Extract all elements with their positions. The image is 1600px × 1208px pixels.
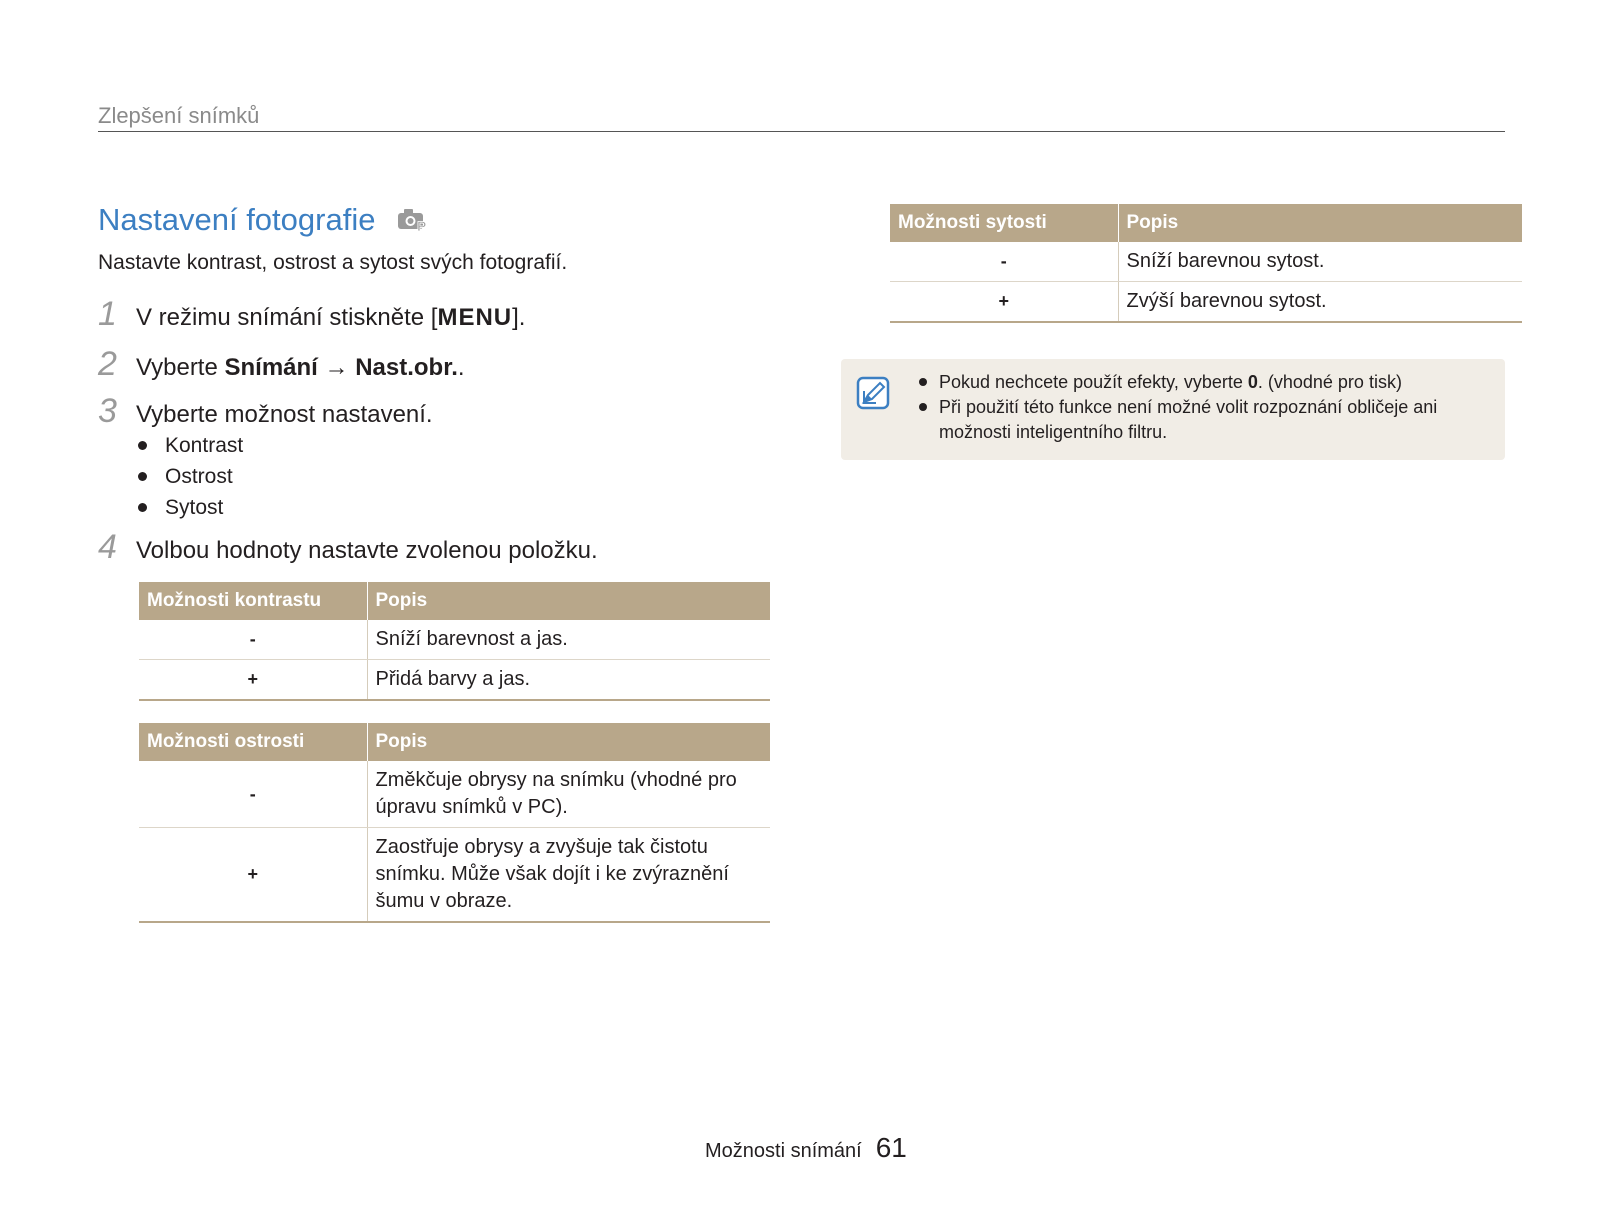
note-item bbox=[919, 395, 1479, 445]
step-number: 1 bbox=[98, 295, 117, 333]
step-text-suffix: ]. bbox=[512, 304, 526, 331]
table-cell-description: Sníží barevnost a jas. bbox=[367, 620, 770, 660]
contrast-table bbox=[139, 582, 770, 701]
step-number: 4 bbox=[98, 528, 117, 566]
step-number: 2 bbox=[98, 345, 117, 383]
step-1 bbox=[98, 295, 525, 334]
note-value: 0 bbox=[1247, 372, 1258, 392]
bullet-icon bbox=[138, 472, 147, 481]
table-header-cell: Možnosti ostrosti bbox=[139, 723, 367, 761]
bullet-icon bbox=[138, 503, 147, 512]
step-3 bbox=[98, 392, 433, 431]
menu-key-label: MENU bbox=[437, 304, 513, 331]
table-header-cell: Popis bbox=[367, 723, 770, 761]
options-list bbox=[138, 430, 243, 523]
table-cell-option: - bbox=[890, 242, 1118, 282]
section-title bbox=[98, 202, 431, 238]
list-item bbox=[138, 430, 243, 461]
header-title: Zlepšení snímků bbox=[98, 103, 260, 128]
menu-path-arrow: → bbox=[317, 354, 356, 381]
section-title-text: Nastavení fotografie bbox=[98, 202, 376, 237]
step-text: Volbou hodnoty nastavte zvolenou položku. bbox=[136, 537, 598, 564]
bullet-icon bbox=[138, 441, 147, 450]
table-header-cell: Popis bbox=[367, 582, 770, 620]
table-cell-description: Změkčuje obrysy na snímku (vhodné pro úpravu snímků v PC). bbox=[367, 761, 770, 828]
table-cell-description: Zaostřuje obrysy a zvyšuje tak čistotu snímku. Může však dojít i ke zvýraznění šumu v obraze. bbox=[367, 828, 770, 923]
table-cell-option: + bbox=[139, 828, 367, 923]
intro-text: Nastavte kontrast, ostrost a sytost svých fotografií. bbox=[98, 251, 568, 274]
camera-program-icon bbox=[397, 207, 431, 233]
note-text-prefix: Pokud nechcete použít efekty, vyberte bbox=[939, 372, 1248, 392]
table-row bbox=[139, 828, 770, 923]
table-cell-option: + bbox=[890, 282, 1118, 323]
list-item-label: Ostrost bbox=[165, 465, 233, 488]
table-row bbox=[890, 242, 1522, 282]
menu-path-image-settings: Nast.obr. bbox=[355, 354, 458, 381]
svg-text:P: P bbox=[417, 218, 427, 233]
note-list bbox=[919, 370, 1479, 445]
note-pencil-icon bbox=[855, 375, 893, 418]
bullet-icon bbox=[919, 378, 927, 386]
step-number: 3 bbox=[98, 392, 117, 430]
header-divider bbox=[98, 131, 1505, 132]
table-row bbox=[139, 660, 770, 701]
step-4 bbox=[98, 528, 598, 567]
table-header-cell: Možnosti sytosti bbox=[890, 204, 1118, 242]
step-text-suffix: . bbox=[457, 354, 465, 381]
page-number: 61 bbox=[875, 1132, 907, 1163]
step-text-prefix: Vyberte bbox=[136, 354, 225, 381]
table-row bbox=[139, 620, 770, 660]
table-row bbox=[890, 282, 1522, 323]
table-header-cell: Popis bbox=[1118, 204, 1522, 242]
list-item-label: Kontrast bbox=[165, 434, 244, 457]
table-header-row bbox=[139, 582, 770, 620]
table-header-cell: Možnosti kontrastu bbox=[139, 582, 367, 620]
menu-path-shooting: Snímání bbox=[224, 354, 318, 381]
list-item bbox=[138, 492, 243, 523]
table-cell-option: - bbox=[139, 620, 367, 660]
note-text: Při použití této funkce není možné volit rozpoznání obličeje ani možnosti inteligentního filtru. bbox=[939, 397, 1438, 442]
table-cell-description: Sníží barevnou sytost. bbox=[1118, 242, 1522, 282]
table-cell-option: + bbox=[139, 660, 367, 701]
step-text-prefix: V režimu snímání stiskněte [ bbox=[136, 304, 438, 331]
step-text bbox=[136, 304, 525, 332]
note-box bbox=[841, 359, 1505, 460]
step-text bbox=[136, 354, 465, 382]
table-header-row bbox=[890, 204, 1522, 242]
list-item-label: Sytost bbox=[165, 496, 224, 519]
sharpness-table bbox=[139, 723, 770, 923]
note-item bbox=[919, 370, 1479, 395]
table-cell-description: Zvýší barevnou sytost. bbox=[1118, 282, 1522, 323]
bullet-icon bbox=[919, 403, 927, 411]
note-text-suffix: . (vhodné pro tisk) bbox=[1257, 372, 1402, 392]
table-cell-description: Přidá barvy a jas. bbox=[367, 660, 770, 701]
step-2 bbox=[98, 345, 465, 384]
page-footer bbox=[705, 1132, 907, 1164]
saturation-table bbox=[890, 204, 1522, 323]
table-row bbox=[139, 761, 770, 828]
table-header-row bbox=[139, 723, 770, 761]
list-item bbox=[138, 461, 243, 492]
table-cell-option: - bbox=[139, 761, 367, 828]
footer-section-label: Možnosti snímání bbox=[705, 1140, 862, 1162]
step-text: Vyberte možnost nastavení. bbox=[136, 401, 433, 428]
